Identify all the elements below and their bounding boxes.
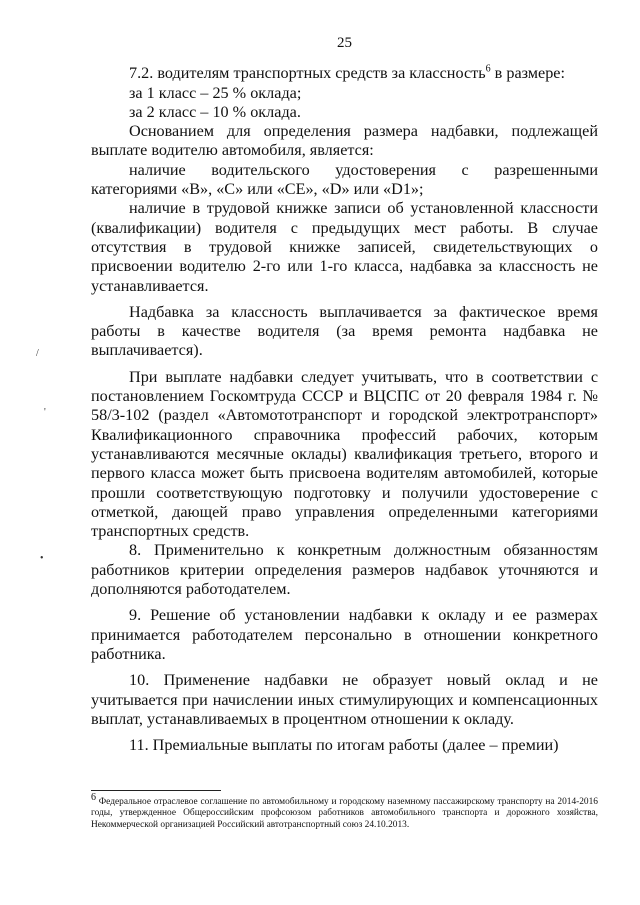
paragraph-7-2: [91, 64, 598, 83]
paragraph-8: 8. Применительно к конкретным должностным обязанностям работников критерии определения размеров надбавок уточняются и дополняются работодателем.: [91, 541, 598, 599]
footnote: [91, 791, 598, 831]
footnote-marker: 6: [91, 791, 96, 803]
footnote-divider: [91, 790, 221, 791]
license-condition: наличие водительского удостоверения с разрешенными категориями «B», «C» или «CE», «D» или «D1»;: [91, 160, 598, 199]
basis-paragraph: Основанием для определения размера надбавки, подлежащей выплате водителю автомобиля, является:: [91, 122, 598, 160]
paragraph-7-2-tail: в размере:: [490, 64, 565, 83]
paragraph-11: 11. Премиальные выплаты по итогам работы (далее – премии): [129, 736, 559, 755]
margin-mark: ': [44, 407, 46, 418]
margin-mark: /: [36, 348, 39, 359]
workbook-condition: наличие в трудовой книжке записи об установленной классности (квалификации) водителя с предыдущих мест работы. В случае отсутствия в трудовой книжке записей, свидетельствующих о присвоении водителю 2-го или 1-го класса, надбавка за классность не устанавливается.: [91, 199, 598, 295]
actual-time-paragraph: Надбавка за классность выплачивается за фактическое время работы в качестве водителя (за время ремонта надбавка не выплачивается).: [91, 302, 598, 360]
qualification-paragraph: При выплате надбавки следует учитывать, что в соответствии с постановлением Госкомтруда СССР и ВЦСПС от 20 февраля 1984 г. № 58/3-102 (раздел «Автомототранспорт и городской электротранспорт» Квалификационного справочника профессий рабочих, которым устанавливаются месячные оклады) квалификация третьего, второго и первого класса может быть присвоена водителям автомобилей, которые прошли соответствующую подготовку и получили удостоверение с отметкой, дающей право управления определенными категориями транспортных средств.: [91, 367, 598, 541]
footnote-text: Федеральное отраслевое соглашение по автомобильному и городскому наземному пассажирскому транспорту на 2014-2016 годы, утвержденное Общероссийским профсоюзом работников автомобильного транспорта и дорожного хозяйства, Некоммерческой организацией Российский автотранспортный союз 24.10.2013.: [91, 797, 598, 830]
footnote-reference: 6: [485, 63, 491, 75]
document-page: [91, 34, 598, 755]
class-1-rate: за 1 класс – 25 % оклада;: [129, 83, 302, 102]
class-2-rate: за 2 класс – 10 % оклада.: [129, 102, 301, 121]
margin-mark: •: [40, 553, 44, 564]
paragraph-10: 10. Применение надбавки не образует новый оклад и не учитывается при начислении иных стимулирующих и компенсационных выплат, устанавливаемых в процентном отношении к окладу.: [91, 671, 598, 728]
paragraph-7-2-text: 7.2. водителям транспортных средств за классность: [129, 64, 486, 83]
paragraph-9: 9. Решение об установлении надбавки к окладу и ее размерах принимается работодателем персонально в отношении конкретного работника.: [91, 606, 598, 663]
page-number: 25: [337, 35, 352, 51]
